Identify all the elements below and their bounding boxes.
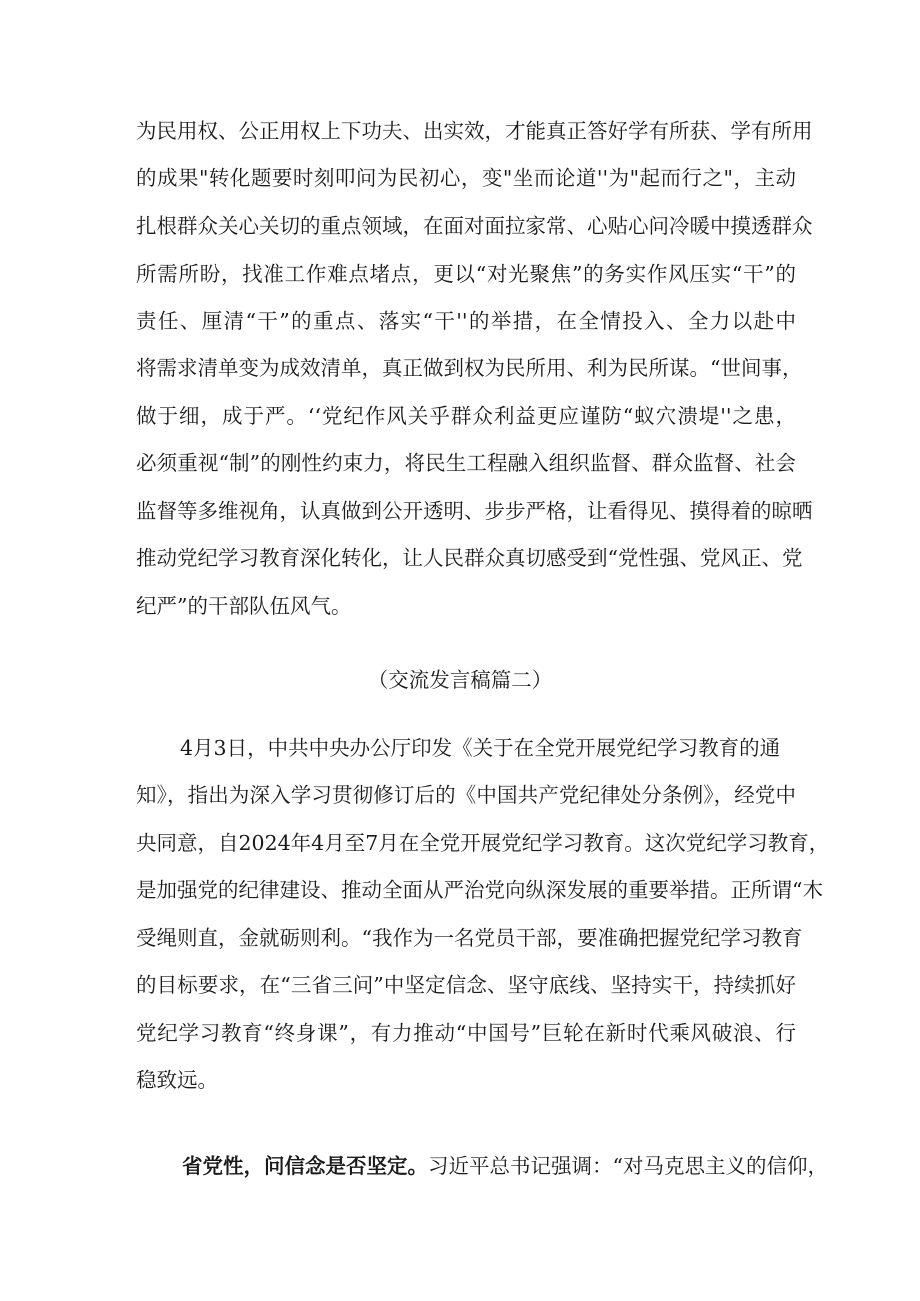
- text-line: 做于细，成于严。‘‘党纪作风关乎群众利益更应谨防“蚁穴溃堤''之患，: [136, 404, 796, 428]
- text-line: 知》，指出为深入学习贯彻修订后的《中国共产党纪律处分条例》，经党中: [136, 783, 796, 807]
- paragraph-three: [182, 1154, 828, 1178]
- text-line: 为民用权、公正用权上下功夫、出实效，才能真正答好学有所获、学有所用: [136, 119, 813, 143]
- paragraph-text: 习近平总书记强调：“对马克思主义的信仰，: [428, 1154, 828, 1178]
- text-line: 党纪学习教育“终身课”，有力推动“中国号”巨轮在新时代乘风破浪、行: [136, 1021, 796, 1045]
- text-line: 将需求清单变为成效清单，真正做到权为民所用、利为民所谋。“世间事，: [136, 356, 803, 380]
- text-line: 必须重视“制”的刚性约束力，将民生工程融入组织监督、群众监督、社会: [136, 451, 796, 475]
- text-line: 纪严”的干部队伍风气。: [136, 594, 352, 618]
- text-line: 的成果"转化题要时刻叩问为民初心，变"坐而论道''为"起而行之"，主动: [136, 166, 796, 190]
- paragraph-lead: 省党性，问信念是否坚定。: [182, 1154, 428, 1178]
- text-line: 受绳则直，金就砺则利。“我作为一名党员干部，要准确把握党纪学习教育: [136, 926, 803, 950]
- text-line: 的目标要求，在“三省三问”中坚定信念、坚守底线、坚持实干，持续抓好: [136, 973, 796, 997]
- section-heading: （交流发言稿篇二）: [367, 668, 553, 692]
- text-line: 央同意，自2024年4月至7月在全党开展党纪学习教育。这次党纪学习教育，: [136, 831, 830, 855]
- text-line: 是加强党的纪律建设、推动全面从严治党向纵深发展的重要举措。正所谓“木: [136, 878, 823, 902]
- text-line: 推动党纪学习教育深化转化，让人民群众真切感受到“党性强、党风正、党: [136, 546, 803, 570]
- text-line: 扎根群众关心关切的重点领域，在面对面拉家常、心贴心问冷暖中摸透群众: [136, 214, 813, 238]
- text-line: 4月3日，中共中央办公厅印发《关于在全党开展党纪学习教育的通: [180, 736, 781, 760]
- text-line: 监督等多维视角，认真做到公开透明、步步严格，让看得见、摸得着的晾晒: [136, 499, 813, 523]
- text-line: 所需所盼，找准工作难点堵点，更以“对光聚焦”的务实作风压实“干”的: [136, 262, 796, 286]
- text-line: 责任、厘清“干”的重点、落实“干''的举措，在全情投入、全力以赴中: [136, 309, 796, 333]
- text-line: 稳致远。: [136, 1068, 218, 1092]
